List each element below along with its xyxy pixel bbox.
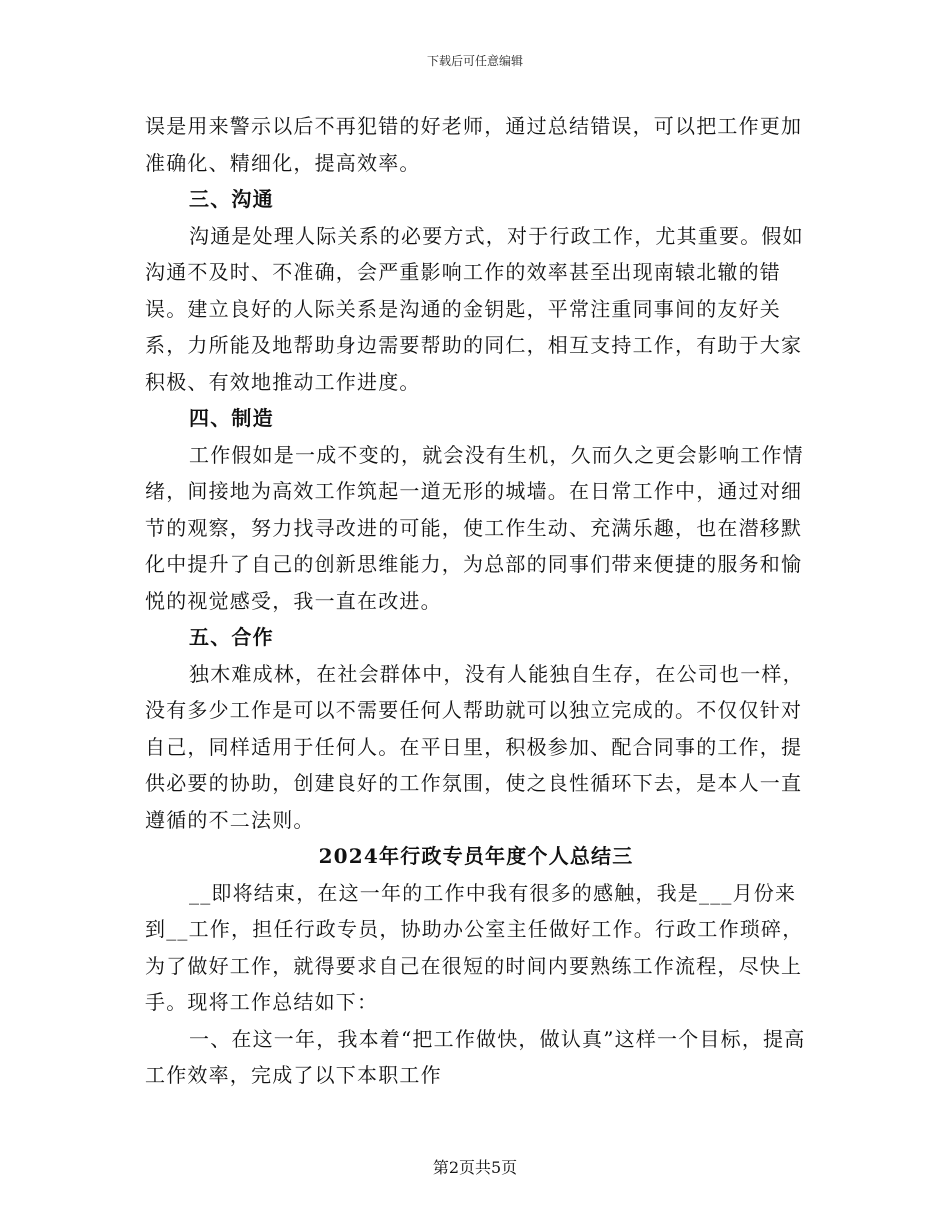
- paragraph-intro: __即将结束，在这一年的工作中我有很多的感触，我是___月份来到__工作，担任行政专员，协助办公室主任做好工作。行政工作琐碎，为了做好工作，就得要求自己在很短的时间内要熟练工作流程，尽快上手。现将工作总结如下：: [145, 880, 804, 1014]
- document-title: 2024年行政专员年度个人总结三: [318, 844, 634, 868]
- section-heading-cooperation: 五、合作: [189, 625, 274, 649]
- document-body: [145, 108, 807, 1094]
- section-heading-innovation: 四、制造: [189, 406, 274, 430]
- paragraph-continuation: 误是用来警示以后不再犯错的好老师，通过总结错误，可以把工作更加准确化、精细化，提高效率。: [145, 114, 803, 175]
- paragraph-point-one: 一、在这一年，我本着“把工作做快，做认真”这样一个目标，提高工作效率，完成了以下本职工作: [145, 1026, 806, 1087]
- page-header: 下载后可任意编辑: [426, 54, 523, 68]
- paragraph-innovation: 工作假如是一成不变的，就会没有生机，久而久之更会影响工作情绪，间接地为高效工作筑起一道无形的城墙。在日常工作中，通过对细节的观察，努力找寻改进的可能，使工作生动、充满乐趣，也在潜移默化中提升了自己的创新思维能力，为总部的同事们带来便捷的服务和愉悦的视觉感受，我一直在改进。: [145, 442, 804, 613]
- section-heading-communication: 三、沟通: [189, 187, 274, 211]
- paragraph-cooperation: 独木难成林，在社会群体中，没有人能独自生存，在公司也一样，没有多少工作是可以不需要任何人帮助就可以独立完成的。不仅仅针对自己，同样适用于任何人。在平日里，积极参加、配合同事的工作，提供必要的协助，创建良好的工作氛围，使之良性循环下去，是本人一直遵循的不二法则。: [145, 661, 804, 832]
- page-number: 第2页共5页: [432, 1158, 518, 1177]
- paragraph-communication: 沟通是处理人际关系的必要方式，对于行政工作，尤其重要。假如沟通不及时、不准确，会严重影响工作的效率甚至出现南辕北辙的错误。建立良好的人际关系是沟通的金钥匙，平常注重同事间的友好关系，力所能及地帮助身边需要帮助的同仁，相互支持工作，有助于大家积极、有效地推动工作进度。: [145, 223, 804, 394]
